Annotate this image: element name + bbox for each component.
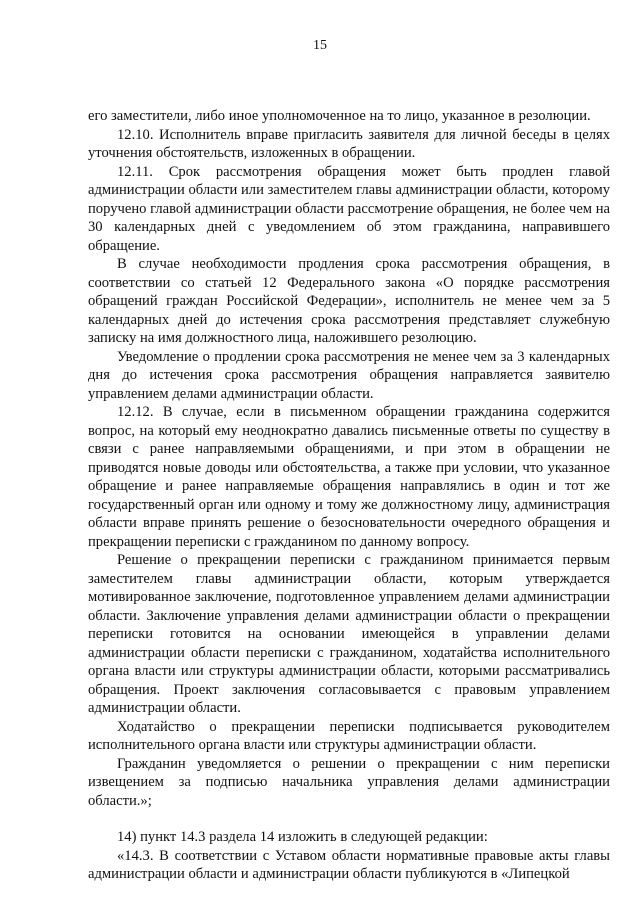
paragraph-12-11: 12.11. Срок рассмотрения обращения может быть продлен главой администрации области или заместителем главы администрации области, которому поручено главой администрации области рассмотрение обращения, не более чем на 30 календарных дней с уведомлением об этом гражданина, направившего обращение.	[88, 163, 610, 254]
page-number: 15	[313, 38, 327, 53]
paragraph-extension-notice: Уведомление о продлении срока рассмотрения не менее чем за 3 календарных дня до истечения срока рассмотрения обращения направляется заявителю управлением делами администрации области.	[88, 348, 610, 402]
paragraph-12-10: 12.10. Исполнитель вправе пригласить заявителя для личной беседы в целях уточнения обстоятельств, изложенных в обращении.	[88, 126, 610, 161]
paragraph-termination-decision: Решение о прекращении переписки с гражданином принимается первым заместителем главы администрации области, которым утверждается мотивированное заключение, подготовленное управлением делами администрации области. Заключение управления делами администрации области о прекращении переписки готовится на основании имеющейся в управлении делами администрации области переписки с гражданином, ходатайства исполнительного органа власти или структуры администрации области, которыми рассматривались обращения. Проект заключения согласовывается с правовым управлением администрации области.	[88, 552, 610, 716]
paragraph-citizen-notice: Гражданин уведомляется о решении о прекращении с ним переписки извещением за подписью начальника управления делами администрации области.»;	[88, 755, 610, 809]
paragraph-continuation: его заместители, либо иное уполномоченное на то лицо, указанное в резолюции.	[88, 108, 591, 124]
paragraph-12-12: 12.12. В случае, если в письменном обращении гражданина содержится вопрос, на который ему неоднократно давались письменные ответы по существу в связи с ранее направляемыми обращениями, и при этом в обращении не приводятся новые доводы или обстоятельства, а также при условии, что указанное обращение и ранее направляемые обращения направлялись в один и тот же государственный орган или одному и тому же должностному лицу, администрация области вправе принять решение о безосновательности очередного обращения и прекращении переписки с гражданином по данному вопросу.	[88, 404, 610, 550]
paragraph-petition: Ходатайство о прекращении переписки подписывается руководителем исполнительного органа власти или структуры администрации области.	[88, 718, 610, 753]
paragraph-item-14: 14) пункт 14.3 раздела 14 изложить в следующей редакции:	[117, 829, 488, 845]
document-body	[88, 107, 610, 884]
paragraph-extension-procedure: В случае необходимости продления срока рассмотрения обращения, в соответствии со статьей 12 Федерального закона «О порядке рассмотрения обращений граждан Российской Федерации», исполнитель не менее чем за 5 календарных дней до истечения срока рассмотрения представляет служебную записку на имя должностного лица, наложившего резолюцию.	[88, 256, 610, 346]
paragraph-14-3: «14.3. В соответствии с Уставом области нормативные правовые акты главы администрации области и администрации области публикуются в «Липецкой	[88, 847, 610, 882]
